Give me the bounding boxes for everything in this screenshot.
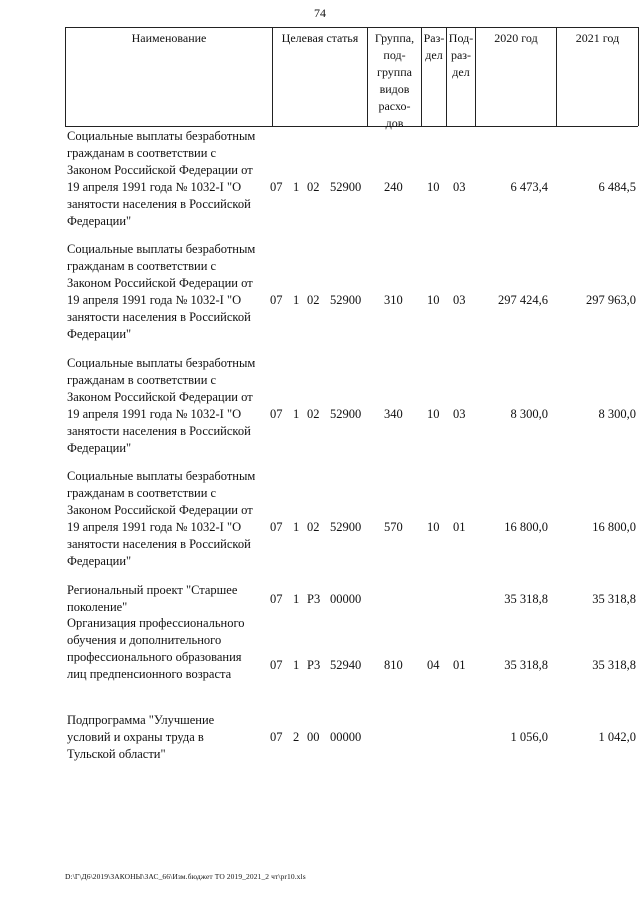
header-col-divider <box>638 27 639 126</box>
code-program: 07 <box>270 407 283 421</box>
row-name-line: Законом Российской Федерации от <box>67 390 253 404</box>
row-name-line: Федерации" <box>67 214 132 228</box>
header-year-2021: 2021 год <box>575 31 620 45</box>
value-2021: 1 042,0 <box>598 730 636 744</box>
code-direction: 00000 <box>330 730 362 744</box>
code-event: 00 <box>307 730 320 744</box>
row-name-line: Федерации" <box>67 554 132 568</box>
row-name <box>67 128 272 230</box>
row-name-line: занятости населения в Российской <box>67 537 251 551</box>
code-subprogram: 1 <box>293 520 300 534</box>
row-name-line: условий и охраны труда в <box>67 730 204 744</box>
code-event: 02 <box>307 520 320 534</box>
header-group <box>368 27 421 130</box>
code-subprogram: 1 <box>293 180 300 194</box>
value-2021: 6 484,5 <box>598 180 636 194</box>
row-name-line: Законом Российской Федерации от <box>67 163 253 177</box>
subsection-code: 03 <box>453 180 466 194</box>
header-group-line: под- <box>383 48 406 62</box>
code-program: 07 <box>270 592 283 606</box>
row-name-line: Организация профессионального <box>67 616 245 630</box>
code-direction: 00000 <box>330 592 362 606</box>
page-number: 74 <box>314 6 326 20</box>
group-code: 340 <box>384 407 403 421</box>
row-name-line: профессионального образования <box>67 650 242 664</box>
row-name-line: Подпрограмма "Улучшение <box>67 713 215 727</box>
code-event: P3 <box>307 592 321 606</box>
header-year-2020: 2020 год <box>494 31 538 45</box>
row-name-line: занятости населения в Российской <box>67 424 251 438</box>
code-subprogram: 1 <box>293 658 300 672</box>
row-name-line: 19 апреля 1991 года № 1032-I "О <box>67 293 242 307</box>
code-subprogram: 1 <box>293 592 300 606</box>
row-name <box>67 241 272 343</box>
value-2020: 16 800,0 <box>504 520 548 534</box>
row-name-line: гражданам в соответствии с <box>67 373 217 387</box>
value-2020: 6 473,4 <box>510 180 548 194</box>
subsection-code: 01 <box>453 658 466 672</box>
row-name-line: занятости населения в Российской <box>67 310 251 324</box>
row-name-line: Социальные выплаты безработным <box>67 242 256 256</box>
header-bottom-border <box>65 126 638 127</box>
code-program: 07 <box>270 520 283 534</box>
header-subsection-line: дел <box>452 65 470 79</box>
row-name-line: Тульской области" <box>67 747 166 761</box>
value-2021: 35 318,8 <box>592 658 636 672</box>
row-name-line: Законом Российской Федерации от <box>67 503 253 517</box>
header-section-line: дел <box>425 48 443 62</box>
value-2020: 1 056,0 <box>510 730 548 744</box>
row-name-line: Социальные выплаты безработным <box>67 356 256 370</box>
group-code: 570 <box>384 520 403 534</box>
row-name-line: обучения и дополнительного <box>67 633 222 647</box>
code-event: 02 <box>307 180 320 194</box>
row-name <box>67 615 272 683</box>
footer-file-path: D:\Г\Д6\2019\ЗАКОНЫ\ЗАС_66\Изм.бюджет ТО 2019_2021_2 чт\pr10.xls <box>65 872 306 881</box>
value-2021: 35 318,8 <box>592 592 636 606</box>
code-program: 07 <box>270 180 283 194</box>
group-code: 310 <box>384 293 403 307</box>
value-2020: 297 424,6 <box>498 293 548 307</box>
section-code: 10 <box>427 293 440 307</box>
header-group-line: группа <box>377 65 412 79</box>
code-event: 02 <box>307 293 320 307</box>
subsection-code: 03 <box>453 407 466 421</box>
code-direction: 52900 <box>330 180 362 194</box>
code-event: P3 <box>307 658 321 672</box>
section-code: 04 <box>427 658 440 672</box>
value-2021: 16 800,0 <box>592 520 636 534</box>
header-subsection-line: раз- <box>450 48 472 62</box>
code-direction: 52900 <box>330 407 362 421</box>
row-name <box>67 582 272 616</box>
row-name-line: Социальные выплаты безработным <box>67 129 256 143</box>
value-2020: 35 318,8 <box>504 592 548 606</box>
header-name: Наименование <box>131 31 207 45</box>
code-program: 07 <box>270 658 283 672</box>
row-name-line: гражданам в соответствии с <box>67 146 217 160</box>
header-group-line: видов <box>379 82 410 96</box>
row-name-line: поколение" <box>67 600 128 614</box>
row-name-line: Региональный проект "Старшее <box>67 583 238 597</box>
code-direction: 52940 <box>330 658 362 672</box>
row-name-line: Федерации" <box>67 327 132 341</box>
row-name-line: Социальные выплаты безработным <box>67 469 256 483</box>
code-direction: 52900 <box>330 293 362 307</box>
header-subsection-line: Под- <box>448 31 474 45</box>
value-2021: 297 963,0 <box>586 293 636 307</box>
row-name-line: 19 апреля 1991 года № 1032-I "О <box>67 407 242 421</box>
row-name-line: Федерации" <box>67 441 132 455</box>
code-direction: 52900 <box>330 520 362 534</box>
header-section <box>422 27 446 126</box>
row-name-line: занятости населения в Российской <box>67 197 251 211</box>
row-name-line: 19 апреля 1991 года № 1032-I "О <box>67 520 242 534</box>
section-code: 10 <box>427 180 440 194</box>
row-name-line: 19 апреля 1991 года № 1032-I "О <box>67 180 242 194</box>
row-name <box>67 712 272 763</box>
header-subsection <box>447 27 475 126</box>
code-subprogram: 2 <box>293 730 300 744</box>
row-name-line: гражданам в соответствии с <box>67 259 217 273</box>
group-code: 810 <box>384 658 403 672</box>
header-group-line: расхо- <box>378 99 411 113</box>
section-code: 10 <box>427 520 440 534</box>
value-2021: 8 300,0 <box>598 407 636 421</box>
group-code: 240 <box>384 180 403 194</box>
section-code: 10 <box>427 407 440 421</box>
header-section-line: Раз- <box>423 31 445 45</box>
row-name-line: лиц предпенсионного возраста <box>67 667 232 681</box>
code-event: 02 <box>307 407 320 421</box>
subsection-code: 03 <box>453 293 466 307</box>
code-program: 07 <box>270 293 283 307</box>
subsection-code: 01 <box>453 520 466 534</box>
value-2020: 35 318,8 <box>504 658 548 672</box>
value-2020: 8 300,0 <box>510 407 548 421</box>
row-name <box>67 355 272 457</box>
code-program: 07 <box>270 730 283 744</box>
header-target: Целевая статья <box>281 31 359 45</box>
code-subprogram: 1 <box>293 407 300 421</box>
header-group-line: дов <box>385 116 404 130</box>
row-name-line: гражданам в соответствии с <box>67 486 217 500</box>
header-group-line: Группа, <box>374 31 415 45</box>
code-subprogram: 1 <box>293 293 300 307</box>
row-name-line: Законом Российской Федерации от <box>67 276 253 290</box>
row-name <box>67 468 272 570</box>
